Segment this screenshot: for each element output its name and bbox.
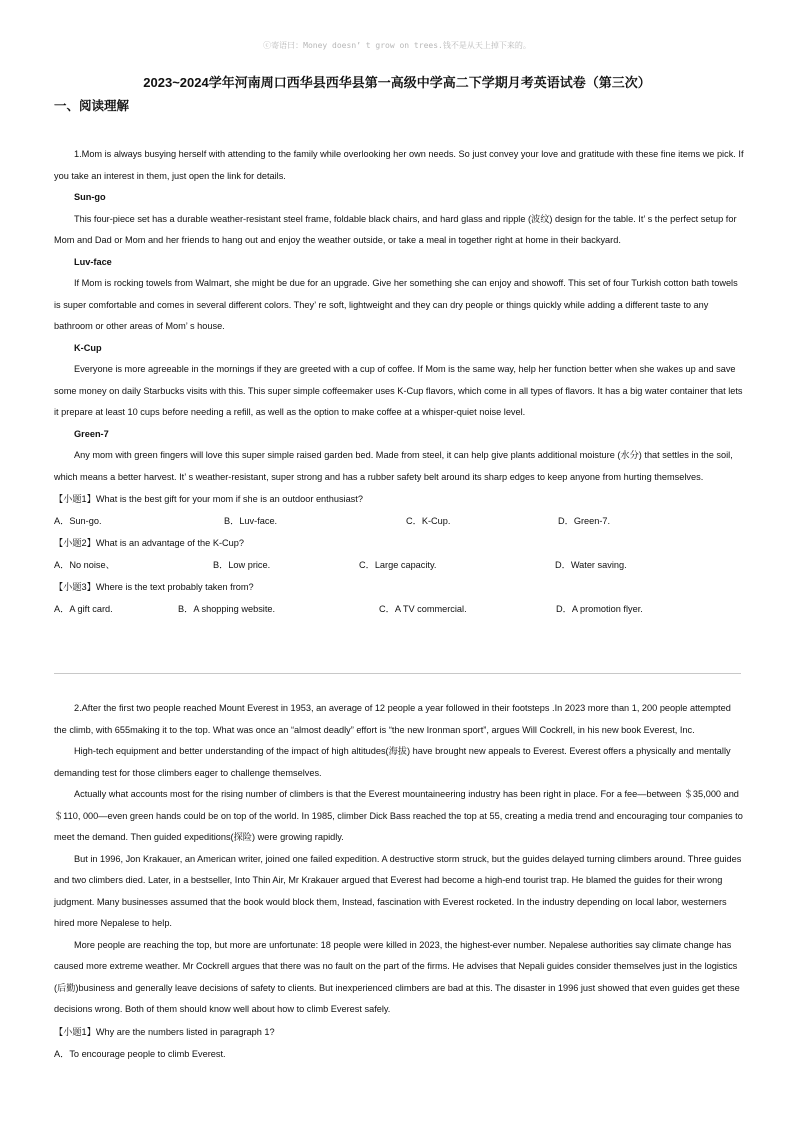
passage-2-question-1-option-a[interactable]: A．To encourage people to climb Everest. (54, 1048, 226, 1059)
question-3-option-c[interactable]: C．A TV commercial. (379, 604, 467, 614)
item-heading-luv-face: Luv-face (74, 256, 112, 267)
passage-1-intro: 1.Mom is always busying herself with attending to the family while overlooking her own needs. So just convey your love and gratitude with these fine items we pick. If you take an interest in them, just open the link for details. (54, 149, 744, 181)
item-heading-sun-go: Sun-go (74, 192, 106, 202)
question-2-option-d[interactable]: D．Water saving. (555, 560, 627, 570)
passage-2-question-1-stem: 【小题1】Why are the numbers listed in paragraph 1? (54, 1026, 275, 1037)
passage-2-paragraph-2: High-tech equipment and better understanding of the impact of high altitudes(海拔) have brought new appeals to Everest. Everest offers a physically and mentally demanding test for those climbers eager to challenge themselves. (54, 746, 731, 778)
question-3-option-d[interactable]: D．A promotion flyer. (556, 604, 643, 614)
question-2-option-b[interactable]: B．Low price. (213, 560, 271, 570)
section-heading: 一、阅读理解 (54, 98, 130, 113)
item-heading-k-cup: K-Cup (74, 342, 102, 353)
question-3-stem: 【小题3】Where is the text probably taken from? (54, 582, 254, 592)
question-2-option-c[interactable]: C．Large capacity. (359, 560, 437, 570)
passage-1 (54, 144, 744, 620)
question-1-option-c[interactable]: C．K-Cup. (406, 516, 451, 526)
question-2-option-a[interactable]: A．No noise、 (54, 560, 115, 570)
question-3-option-a[interactable]: A．A gift card. (54, 604, 113, 614)
item-heading-green-7: Green-7 (74, 428, 109, 439)
question-1-option-a[interactable]: A．Sun-go. (54, 516, 102, 526)
question-1-options (54, 510, 744, 532)
section-divider (54, 673, 741, 674)
exam-title: 2023~2024学年河南周口西华县西华县第一高级中学高二下学期月考英语试卷（第三次） (143, 75, 651, 90)
question-1-stem: 【小题1】What is the best gift for your mom if she is an outdoor enthusiast? (54, 494, 363, 504)
passage-2-paragraph-1: 2.After the first two people reached Mount Everest in 1953, an average of 12 people a year followed in their footsteps .In 2023 more than 1, 200 people attempted the climb, with 655making it to the top. What was once an “almost deadly” effort is “the new Ironman sport”, argues Will Cockrell, in his new book Everest, Inc. (54, 703, 731, 735)
question-1-option-b[interactable]: B．Luv-face. (224, 516, 278, 526)
passage-2-paragraph-4: But in 1996, Jon Krakauer, an American writer, joined one failed expedition. A destructive storm struck, but the guides delayed turning climbers around. Three guides and two climbers died. Later, in a bestseller, Into Thin Air, Mr Krakauer argued that Everest had become a high-end tourist trap. He blamed the guides for their wrong judgment. Many businesses assumed that the book would block them, Instead, fascination with Everest rocketed. In the industry depending on local labor, westerners hired more Nepalese to help. (54, 853, 742, 928)
watermark-text: ⓒ寄语曰：Money doesn’ t grow on trees.钱不是从天上掉下来的。 (263, 41, 531, 50)
passage-2-paragraph-5: More people are reaching the top, but more are unfortunate: 18 people were killed in 2023, the highest-ever number. Nepalese authorities say climate change has caused more extreme weather. Mr Cockrell argues that there was no fault on the part of the firms. He advises that Nepali guides consider themselves just in the logistics (后勤)business and generally leave decisions of safety to clients. But inexperienced climbers are bad at this. The disaster in 1996 just showed that even guides get these decisions wrong. Both of them should know well about how to climb Everest safely. (54, 939, 740, 1014)
item-text-green-7: Any mom with green fingers will love this super simple raised garden bed. Made from steel, it can help give plants additional moisture (水分) that settles in the soil, which means a better harvest. It’ s weather-resistant, super strong and has a rubber safety belt around its sharp edges to keep anyone from hurting themselves. (54, 450, 733, 482)
question-3-options (54, 598, 744, 620)
item-text-sun-go: This four-piece set has a durable weather-resistant steel frame, foldable black chairs, and hard glass and ripple (波纹) design for the table. It’ s the perfect setup for Mom and Dad or Mom and her friends to hang out and enjoy the weather outside, or take a meal in together right at home in their backyard. (54, 213, 737, 245)
question-2-stem: 【小题2】What is an advantage of the K-Cup? (54, 538, 244, 548)
question-3-option-b[interactable]: B．A shopping website. (178, 604, 276, 614)
question-2-options (54, 554, 744, 576)
passage-2 (54, 698, 744, 1065)
question-1-option-d[interactable]: D．Green-7. (558, 516, 611, 526)
item-text-k-cup: Everyone is more agreeable in the mornings if they are greeted with a cup of coffee. If Mom is the same way, help her function better when she wakes up and save some money on daily Starbucks visits with this. This super simple coffeemaker uses K-Cup flavors, which come in all types of flavors. It has a big water container that lets it prepare at least 10 cups before needing a refill, as well as the option to make coffee at a whisper-quiet noise level. (54, 364, 743, 417)
item-text-luv-face: If Mom is rocking towels from Walmart, she might be due for an upgrade. Give her something she can enjoy and showoff. This set of four Turkish cotton bath towels is super comfortable and comes in several different colors. They’ re soft, lightweight and they can dry people or things quickly while adding a different taste to any bathroom or other areas of Mom’ s house. (54, 278, 738, 331)
passage-2-paragraph-3: Actually what accounts most for the rising number of climbers is that the Everest mountaineering industry has been right in place. For a fee—between ＄35,000 and ＄110, 000—even green hands could be on top of the world. In 1985, climber Dick Bass reached the top at 55, creating a media trend and encouraging tour companies to meet the demand. Then guided expeditions(探险) were growing rapidly. (54, 789, 743, 842)
